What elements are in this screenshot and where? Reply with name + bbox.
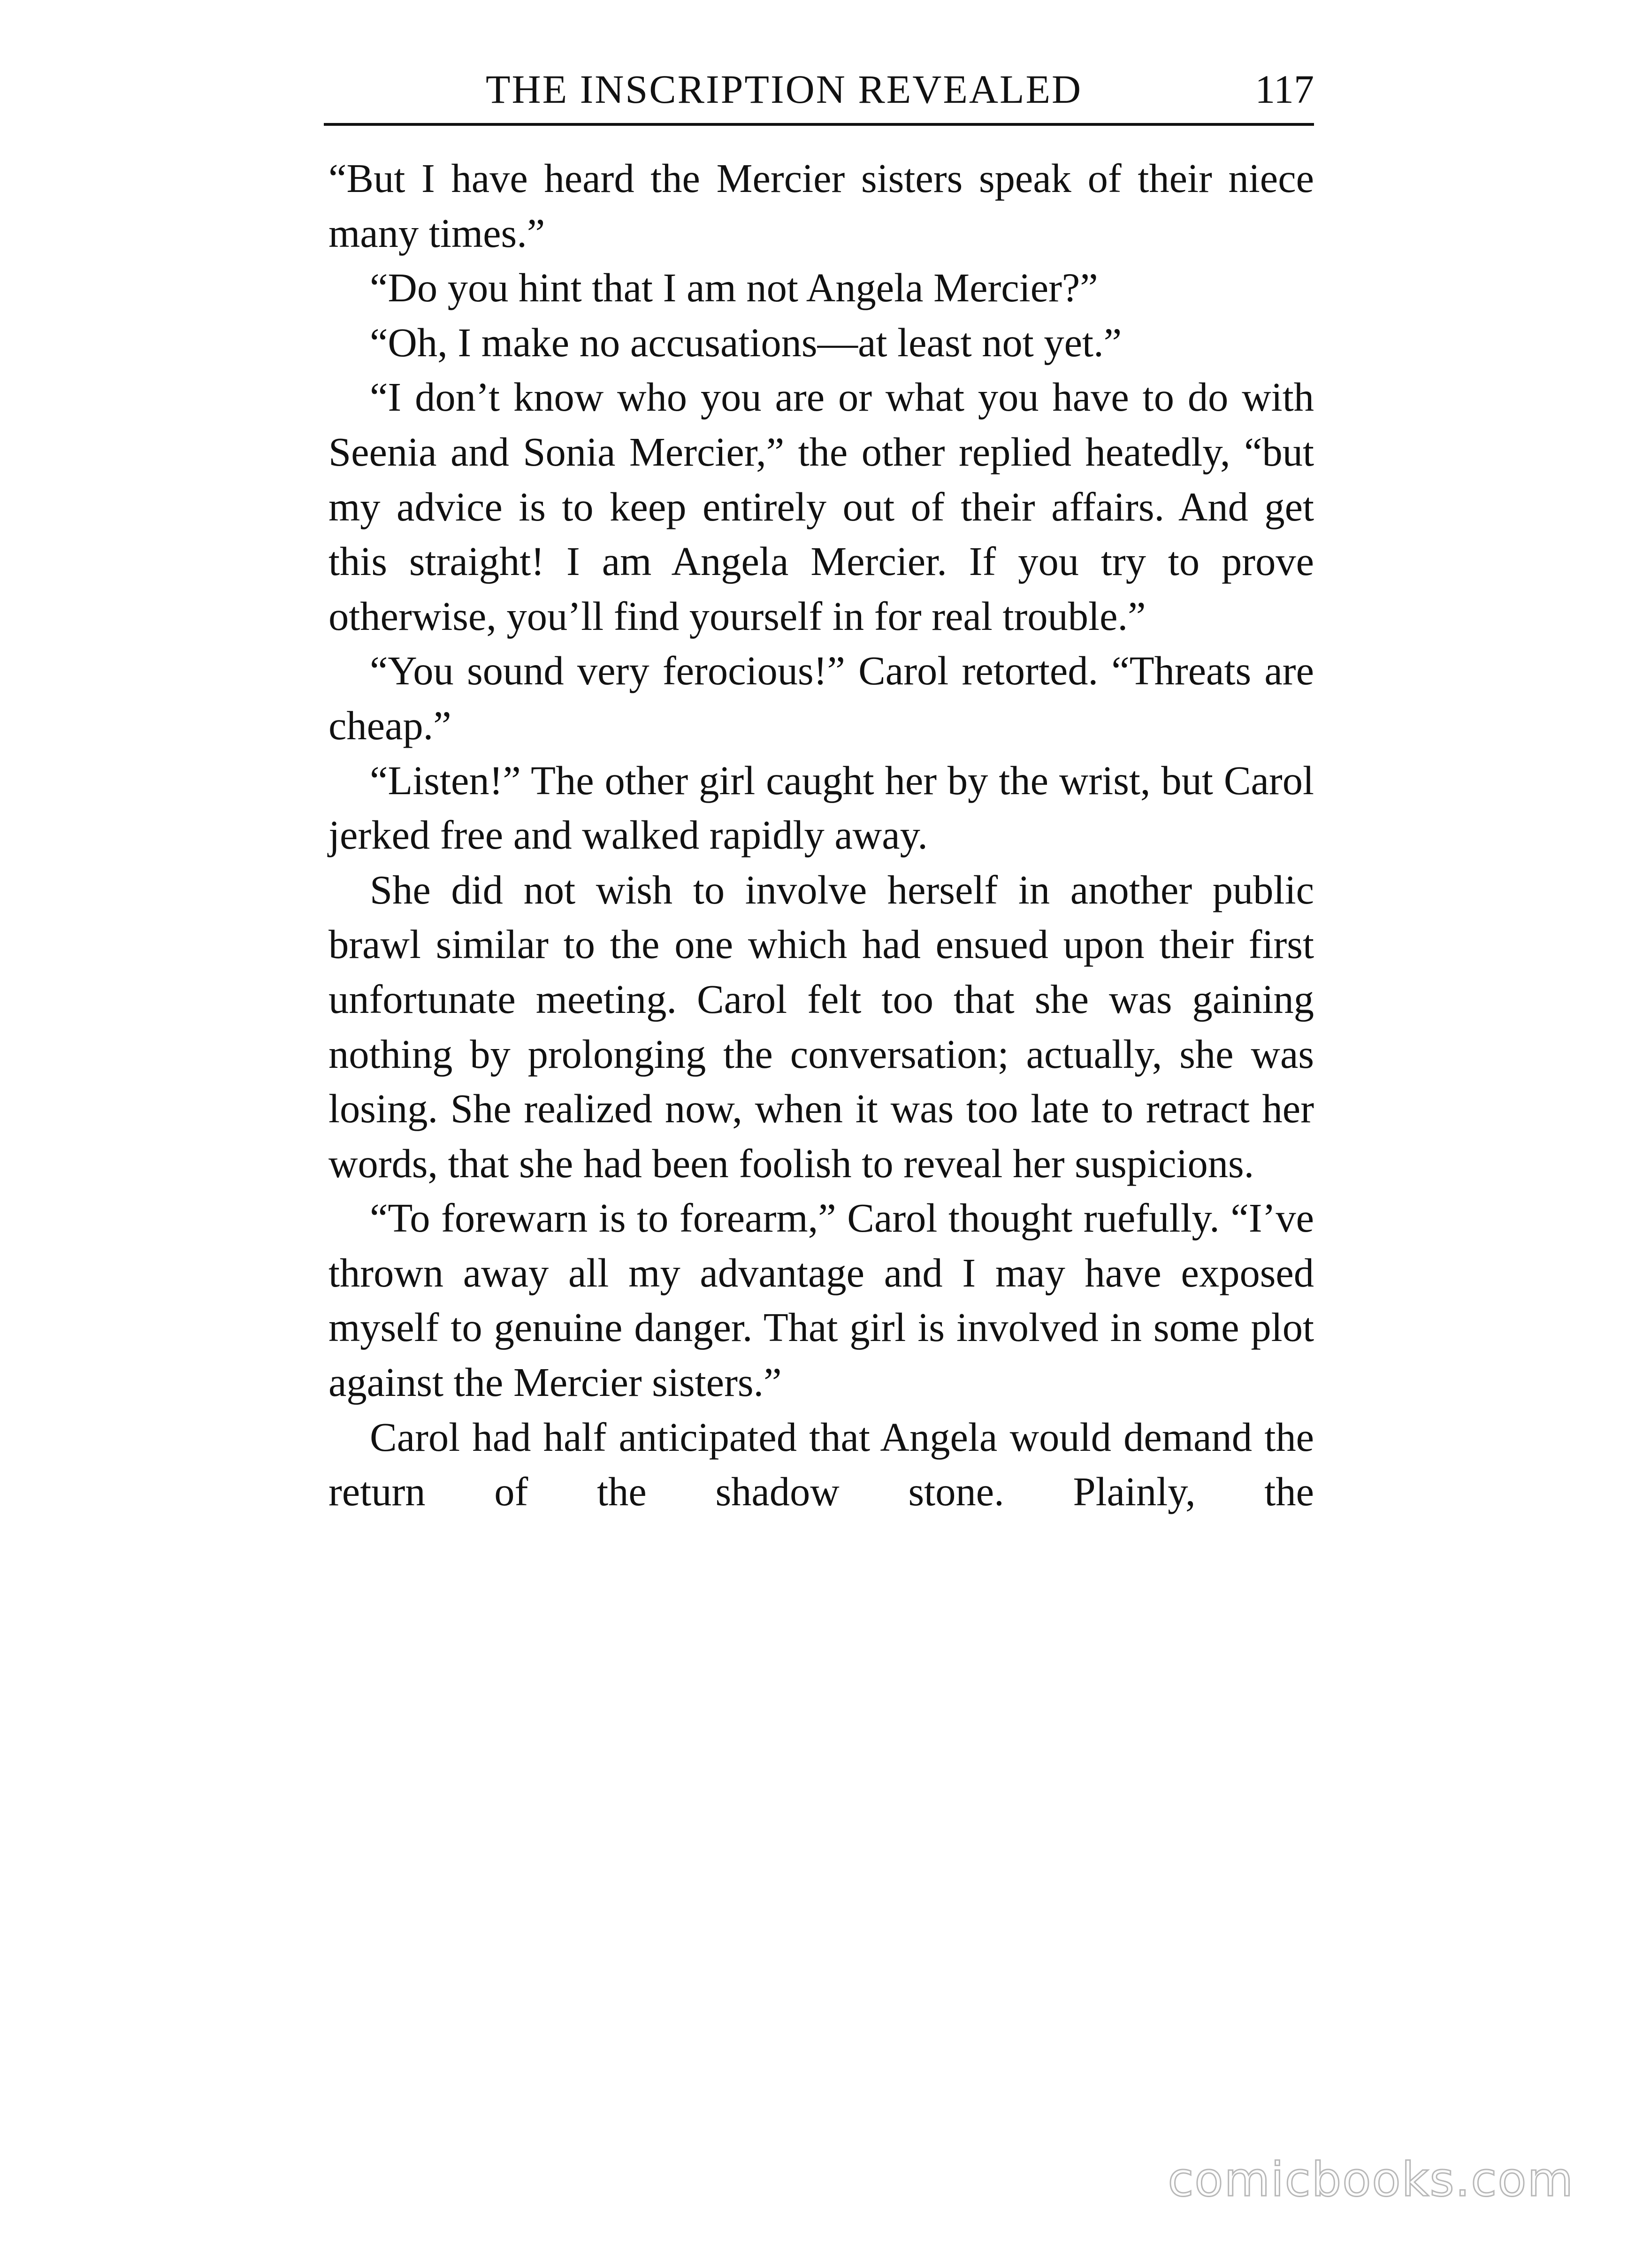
body-text bbox=[329, 151, 1314, 1519]
header-rule bbox=[324, 123, 1314, 126]
paragraph: “To forewarn is to forearm,” Carol thought ruefully. “I’ve thrown away all my advantage and I may have exposed myself to genuine danger. That girl is involved in some plot against the Mercier sisters.” bbox=[329, 1195, 1314, 1405]
page-header bbox=[324, 56, 1314, 122]
running-title: THE INSCRIPTION REVEALED bbox=[486, 67, 1083, 112]
paragraph: She did not wish to involve herself in another public brawl similar to the one which had ensued upon their first unfortunate meeting. Carol felt too that she was gaining nothing by prolonging the conversation; actually, she was losing. She realized now, when it was too late to retract her words, that she had been foolish to reveal her suspicions. bbox=[329, 867, 1314, 1186]
paragraph: “But I have heard the Mercier sisters speak of their niece many times.” bbox=[329, 156, 1314, 256]
paragraph: “Listen!” The other girl caught her by the wrist, but Carol jerked free and walked rapidly away. bbox=[329, 758, 1314, 858]
watermark: comicbooks.com bbox=[1168, 2152, 1574, 2207]
paragraph: “Do you hint that I am not Angela Mercier?” bbox=[370, 265, 1098, 311]
paragraph: “I don’t know who you are or what you have to do with Seenia and Sonia Mercier,” the other replied heatedly, “but my advice is to keep entirely out of their affairs. And get this straight! I am Angela Mercier. If you try to prove otherwise, you’ll find yourself in for real trouble.” bbox=[329, 375, 1314, 639]
paragraph: “Oh, I make no accusations—at least not yet.” bbox=[370, 320, 1122, 365]
page-number: 117 bbox=[1255, 67, 1314, 112]
paragraph: “You sound very ferocious!” Carol retorted. “Threats are cheap.” bbox=[329, 648, 1314, 748]
paragraph: Carol had half anticipated that Angela would demand the return of the shadow stone. Plainly, the bbox=[329, 1414, 1314, 1515]
